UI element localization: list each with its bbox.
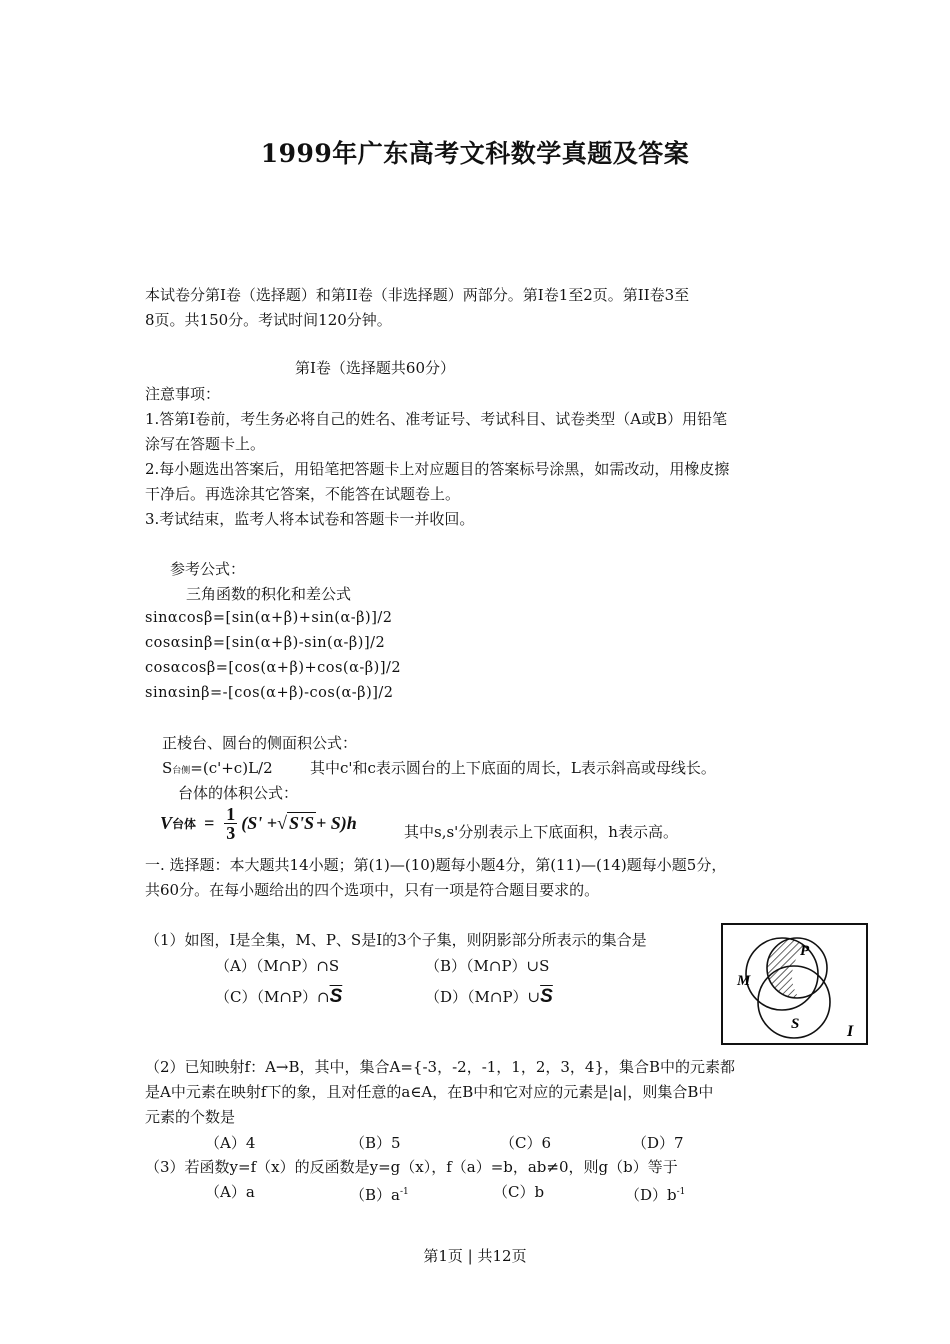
frustum-volume-note: 其中s,s'分别表示上下底面积，h表示高。 <box>404 823 678 841</box>
q1-option-d <box>425 984 553 1010</box>
q3-option-b-exponent: -1 <box>399 1187 409 1197</box>
part1-line-2: 共60分。在每小题给出的四个选项中，只有一项是符合题目要求的。 <box>145 881 600 899</box>
volume-fraction <box>224 805 237 842</box>
notes-heading: 注意事项： <box>145 385 221 403</box>
venn-label-m: M <box>737 973 751 989</box>
q1-option-c-complement: $\overline{S}$ <box>329 986 343 1007</box>
page-footer: 第1页 | 共12页 <box>423 1247 527 1265</box>
q1-option-d-complement: $\overline{S}$ <box>540 986 553 1007</box>
q2-option-a: （A）4 <box>205 1134 256 1152</box>
fraction-numerator: 1 <box>226 803 236 824</box>
venn-label-s: S <box>791 1016 800 1032</box>
volume-symbol: V <box>160 812 173 833</box>
q2-line-3: 元素的个数是 <box>145 1108 236 1126</box>
q3-option-d-exponent: -1 <box>676 1187 686 1197</box>
frustum-volume-heading: 台体的体积公式： <box>178 784 299 802</box>
volume-equals: = <box>204 812 215 833</box>
venn-diagram <box>720 922 870 1047</box>
q3-option-c: （C）b <box>493 1183 545 1201</box>
trig-heading: 三角函数的积化和差公式 <box>186 585 352 603</box>
q2-option-c: （C）6 <box>500 1134 552 1152</box>
q2-option-b: （B）5 <box>350 1134 401 1152</box>
frustum-area-note: 其中c'和c表示圆台的上下底面的周长，L表示斜高或母线长。 <box>310 759 716 777</box>
note-line: 干净后。再选涂其它答案，不能答在试题卷上。 <box>145 485 461 503</box>
fraction-denominator: 3 <box>226 822 236 843</box>
volume-close: + S)h <box>315 812 357 833</box>
volume-subscript: 台体 <box>172 816 197 831</box>
part1-line-1: 一. 选择题：本大题共14小题；第(1)—(10)题每小题4分，第(11)—(14)题每小题5分， <box>145 856 727 874</box>
frustum-area-formula <box>162 756 273 784</box>
trig-formula: sinαcosβ=[sin(α+β)+sin(α-β)]/2 <box>145 610 393 626</box>
intro-line-1: 本试卷分第Ⅰ卷（选择题）和第II卷（非选择题）两部分。第Ⅰ卷1至2页。第II卷3至 <box>145 286 690 304</box>
q3-option-a: （A）a <box>205 1183 255 1201</box>
q1-option-b: （B）（M∩P）∪S <box>425 957 550 975</box>
q3-stem: （3）若函数y=f（x）的反函数是y=g（x），f（a）=b，ab≠0，则g（b）等于 <box>145 1158 678 1176</box>
frustum-area-symbol: S <box>162 759 173 777</box>
frustum-area-subscript: 台侧 <box>172 766 191 776</box>
q1-option-a: （A）（M∩P）∩S <box>215 957 340 975</box>
trig-formula: sinαsinβ=-[cos(α+β)-cos(α-β)]/2 <box>145 685 394 701</box>
intro-line-2: 8页。共150分。考试时间120分钟。 <box>145 311 392 329</box>
q1-option-d-text: （D）（M∩P）∪ <box>425 988 541 1006</box>
venn-label-p: P <box>800 943 810 959</box>
note-line: 3.考试结束，监考人将本试卷和答题卡一并收回。 <box>145 510 475 528</box>
venn-label-i: I <box>847 1023 854 1040</box>
note-line: 1.答第Ⅰ卷前，考生务必将自己的姓名、准考证号、考试科目、试卷类型（A或B）用铅笔 <box>145 410 728 428</box>
note-line: 涂写在答题卡上。 <box>145 435 266 453</box>
q3-option-b <box>350 1180 409 1208</box>
page-title: 1999年广东高考文科数学真题及答案 <box>260 139 690 168</box>
q2-option-d: （D）7 <box>632 1134 684 1152</box>
q3-option-b-base: （B）a <box>350 1186 400 1204</box>
q3-option-d <box>625 1180 685 1208</box>
q1-option-c <box>215 984 342 1010</box>
volume-formula <box>160 801 357 845</box>
section1-title: 第Ⅰ卷（选择题共60分） <box>295 359 456 377</box>
q2-line-1: （2）已知映射f：A→B，其中，集合A={-3，-2，-1，1，2，3，4}，集合B中的元素都 <box>145 1058 736 1076</box>
q2-line-2: 是A中元素在映射f下的象，且对任意的a∈A，在B中和它对应的元素是|a|，则集合B中 <box>145 1083 714 1101</box>
q3-option-d-base: （D）b <box>625 1186 677 1204</box>
volume-root: S'S <box>288 813 314 833</box>
volume-open: (S' + <box>241 812 278 833</box>
q1-option-c-text: （C）（M∩P）∩ <box>215 988 330 1006</box>
ref-heading: 参考公式： <box>170 560 246 578</box>
note-line: 2.每小题选出答案后，用铅笔把答题卡上对应题目的答案标号涂黑，如需改动，用橡皮擦 <box>145 460 730 478</box>
frustum-area-expression: =(c'+c)L/2 <box>190 759 273 777</box>
sqrt-icon: √ <box>277 812 287 833</box>
frustum-area-heading: 正棱台、圆台的侧面积公式： <box>162 734 358 752</box>
q1-stem: （1）如图，Ⅰ是全集，M、P、S是Ⅰ的3个子集，则阴影部分所表示的集合是 <box>145 931 647 949</box>
trig-formula: cosαcosβ=[cos(α+β)+cos(α-β)]/2 <box>145 660 402 676</box>
trig-formula: cosαsinβ=[sin(α+β)-sin(α-β)]/2 <box>145 635 386 651</box>
